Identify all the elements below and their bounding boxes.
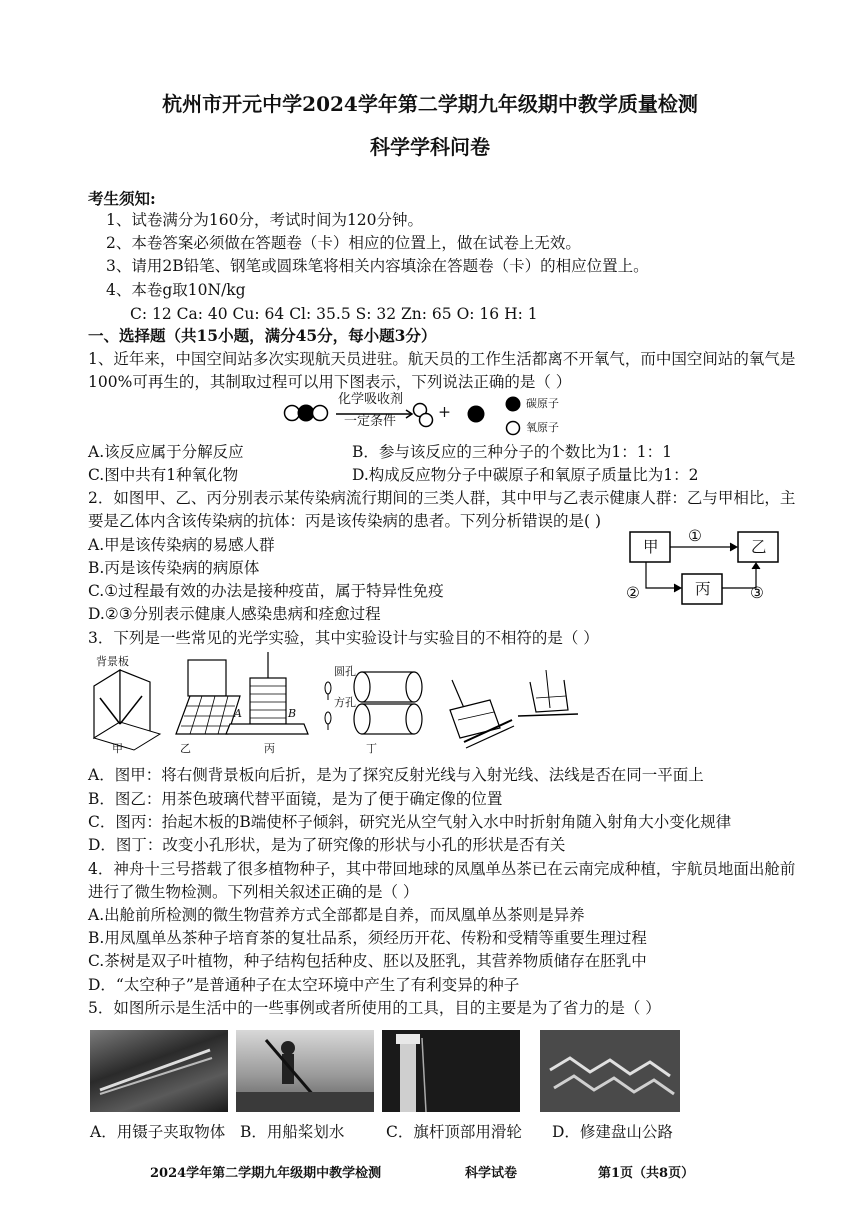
- q1-stem-line1: 1、近年来，中国空间站多次实现航天员进驻。航天员的工作生活都离不开氧气，而中国空间站的氧气是: [88, 350, 796, 368]
- q3-option-d: D．图丁：改变小孔形状，是为了研究像的形状与小孔的形状是否有关: [88, 836, 566, 854]
- notice-item-4: 4、本卷g取10N/kg: [106, 281, 246, 299]
- exam-title: 杭州市开元中学2024学年第二学期九年级期中教学质量检测: [162, 92, 698, 116]
- section-heading: 一、选择题（共15小题，满分45分，每小题3分）: [88, 326, 437, 345]
- q2-stem-line2: 要是乙体内含该传染病的抗体：丙是该传染病的患者。下列分析错误的是( ): [88, 512, 602, 530]
- flow-label-1: ①: [688, 527, 702, 545]
- q1-arrow-bottom-label: 一定条件: [344, 414, 397, 429]
- notice-heading: 考生须知:: [88, 189, 156, 208]
- legend-oxygen-label: 氧原子: [526, 421, 559, 434]
- q1-plus-sign: +: [438, 403, 451, 421]
- co2-molecule-o1: [285, 406, 300, 421]
- legend-carbon-dot: [506, 397, 521, 412]
- q2-option-a: A.甲是该传染病的易感人群: [88, 536, 275, 554]
- flow-label-2: ②: [626, 584, 640, 602]
- co2-molecule-o2: [313, 406, 328, 421]
- fig-bing-cup-on-board: [226, 652, 308, 734]
- q3-option-c: C．图丙：抬起木板的B端使杯子倾斜，研究光从空气射入水中时折射角随入射角大小变化规律: [88, 813, 732, 831]
- q4-option-a: A.出舱前所检测的微生物营养方式全部都是自养，而凤凰单丛茶则是异养: [88, 906, 585, 924]
- q1-option-b: B．参与该反应的三种分子的个数比为1：1：1: [352, 443, 672, 461]
- q1-option-a: A.该反应属于分解反应: [88, 443, 244, 461]
- q2-stem-line1: 2．如图甲、乙、丙分别表示某传染病流行期间的三类人群，其中甲与乙表示健康人群：乙与甲相比，主: [88, 489, 796, 507]
- fig-refraction-setup-1: [450, 680, 514, 748]
- fig-label-jia: 甲: [112, 742, 123, 755]
- notice-item-1: 1、试卷满分为160分，考试时间为120分钟。: [106, 211, 424, 229]
- photo-flagpole-pulley: [382, 1030, 520, 1112]
- o2-molecule-b: [420, 414, 433, 427]
- q4-stem-line2: 进行了微生物检测。下列相关叙述正确的是（ ）: [88, 883, 419, 901]
- footer-center: 科学试卷: [465, 1166, 518, 1181]
- fig-label-ding: 丁: [366, 742, 377, 755]
- carbon-atom-product: [468, 406, 485, 423]
- label-beijingban: 背景板: [96, 655, 129, 668]
- legend-oxygen-dot: [507, 422, 520, 435]
- notice-item-2: 2、本卷答案必须做在答题卷（卡）相应的位置上，做在试卷上无效。: [106, 234, 581, 252]
- flow-label-3: ③: [750, 584, 764, 602]
- q3-option-b: B．图乙：用茶色玻璃代替平面镜，是为了便于确定像的位置: [88, 790, 503, 808]
- fig-jia-reflection-board: [94, 670, 160, 750]
- q5-caption-b: B．用船桨划水: [240, 1123, 345, 1141]
- q2-option-d: D.②③分别表示健康人感染患病和痊愈过程: [88, 605, 381, 623]
- q4-stem-line1: 4．神舟十三号搭载了很多植物种子，其中带回地球的凤凰单丛茶已在云南完成种植，宇航员地面出舱前: [88, 860, 796, 878]
- q1-arrow-top-label: 化学吸收剂: [338, 392, 404, 407]
- atomic-masses: C: 12 Ca: 40 Cu: 64 Cl: 35.5 S: 32 Zn: 65 O: 16 H: 1: [130, 305, 538, 323]
- label-yuankong: 圆孔: [334, 665, 356, 678]
- photo-tweezers: [90, 1030, 228, 1112]
- q5-stem: 5．如图所示是生活中的一些事例或者所使用的工具，目的主要是为了省力的是（ ）: [88, 999, 661, 1017]
- fig-refraction-setup-2: [518, 670, 578, 716]
- fig-label-bing: 丙: [264, 742, 275, 755]
- q1-stem-line2: 100%可再生的，其制取过程可以用下图表示，下列说法正确的是（ ）: [88, 373, 572, 391]
- fig-label-yi: 乙: [180, 742, 191, 755]
- q5-caption-c: C．旗杆顶部用滑轮: [386, 1123, 522, 1141]
- box-jia: 甲: [643, 538, 659, 556]
- q2-option-b: B.丙是该传染病的病原体: [88, 559, 260, 577]
- label-fangkong: 方孔: [334, 696, 356, 709]
- footer-right: 第1页（共8页）: [598, 1166, 695, 1181]
- q5-caption-a: A．用镊子夹取物体: [90, 1123, 226, 1141]
- footer-left: 2024学年第二学期九年级期中教学检测: [150, 1166, 382, 1181]
- q4-option-b: B.用凤凰单丛茶种子培育茶的复壮品系，须经历开花、传粉和受精等重要生理过程: [88, 929, 647, 947]
- q1-option-c: C.图中共有1种氧化物: [88, 466, 239, 484]
- label-point-b: B: [288, 707, 297, 720]
- notice-item-3: 3、请用2B铅笔、钢笔或圆珠笔将相关内容填涂在答题卷（卡）的相应位置上。: [106, 257, 649, 275]
- photo-mountain-road: [540, 1030, 680, 1112]
- q2-option-c: C.①过程最有效的办法是接种疫苗，属于特异性免疫: [88, 582, 444, 600]
- q1-option-d: D.构成反应物分子中碳原子和氧原子质量比为1：2: [352, 466, 699, 484]
- box-bing: 丙: [695, 580, 711, 598]
- label-point-a: A: [234, 707, 242, 720]
- exam-subtitle: 科学学科问卷: [370, 135, 490, 159]
- q3-stem: 3．下列是一些常见的光学实验，其中实验设计与实验目的不相符的是（ ）: [88, 629, 599, 647]
- q5-caption-d: D．修建盘山公路: [552, 1123, 673, 1141]
- q4-option-c: C.茶树是双子叶植物，种子结构包括种皮、胚以及胚乳，其营养物质储存在胚乳中: [88, 952, 647, 970]
- box-yi: 乙: [751, 538, 767, 556]
- fig-yi-glass-plate: [176, 660, 240, 734]
- legend-carbon-label: 碳原子: [526, 397, 559, 410]
- photo-boat-paddle: [236, 1030, 374, 1112]
- q4-option-d: D．“太空种子”是普通种子在太空环境中产生了有利变异的种子: [88, 976, 520, 994]
- q3-option-a: A．图甲：将右侧背景板向后折，是为了探究反射光线与入射光线、法线是否在同一平面上: [88, 766, 704, 784]
